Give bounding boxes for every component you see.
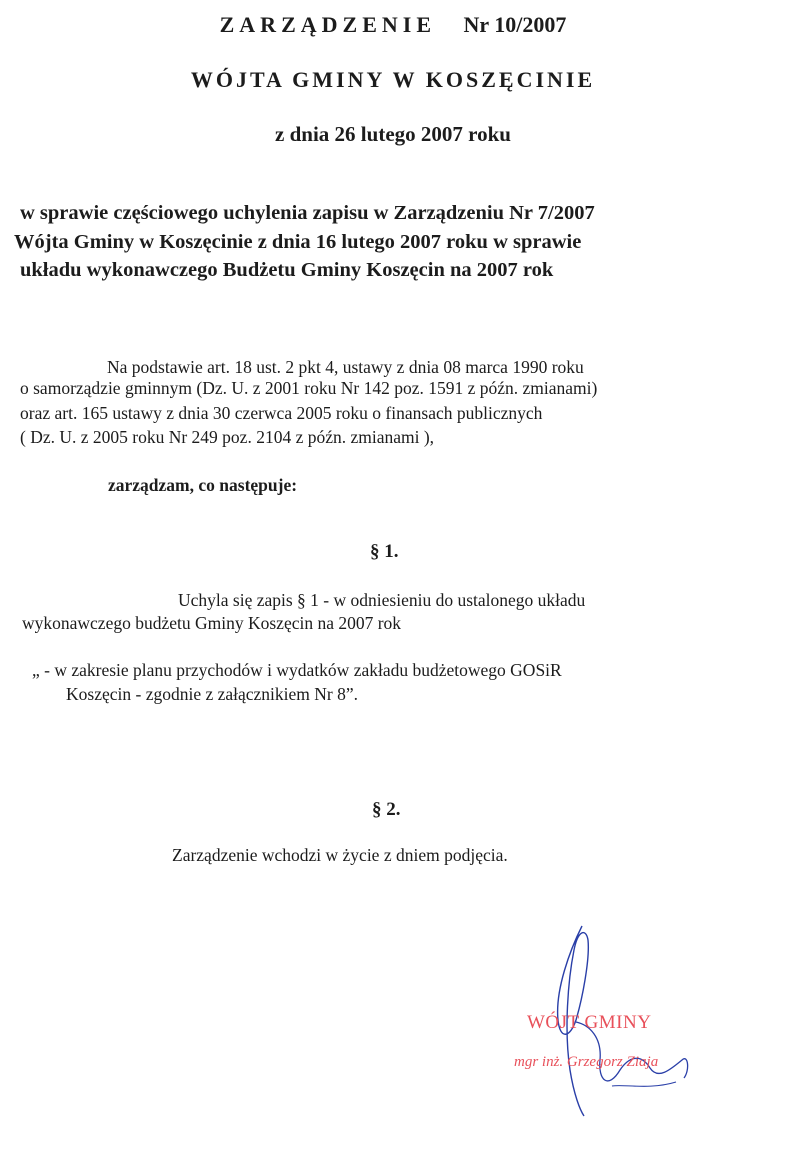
- legal-basis-line-3: oraz art. 165 ustawy z dnia 30 czerwca 2005 roku o finansach publicznych: [20, 403, 543, 423]
- section-2-text: Zarządzenie wchodzi w życie z dniem podjęcia.: [172, 845, 508, 865]
- stamp-name: mgr inż. Grzegorz Ziaja: [514, 1054, 659, 1070]
- title-number: Nr 10/2007: [463, 12, 567, 37]
- document-date: z dnia 26 lutego 2007 roku: [275, 122, 511, 146]
- decree-phrase: zarządzam, co następuje:: [108, 475, 298, 495]
- stamp-title: WÓJT GMINY: [527, 1012, 652, 1033]
- section-2-heading: § 2.: [372, 799, 401, 820]
- section-1-quote-2: Koszęcin - zgodnie z załącznikiem Nr 8”.: [66, 684, 359, 704]
- section-1-line-2: wykonawczego budżetu Gminy Koszęcin na 2007 rok: [22, 613, 402, 633]
- signature-stroke-tail: [612, 1082, 676, 1086]
- subject-line-1: w sprawie częściowego uchylenia zapisu w Zarządzeniu Nr 7/2007: [20, 202, 595, 224]
- section-1-line-1: Uchyla się zapis § 1 - w odniesieniu do ustalonego układu: [178, 590, 586, 610]
- legal-basis-line-4: ( Dz. U. z 2005 roku Nr 249 poz. 2104 z późn. zmianami ),: [20, 427, 435, 447]
- subject-line-3: układu wykonawczego Budżetu Gminy Koszęcin na 2007 rok: [20, 259, 554, 281]
- section-1-heading: § 1.: [370, 541, 399, 562]
- subject-line-2: Wójta Gminy w Koszęcinie z dnia 16 lutego 2007 roku w sprawie: [14, 231, 582, 253]
- section-1-quote-1: „ - w zakresie planu przychodów i wydatków zakładu budżetowego GOSiR: [32, 660, 562, 680]
- legal-basis-line-2: o samorządzie gminnym (Dz. U. z 2001 roku Nr 142 poz. 1591 z późn. zmianami): [20, 378, 598, 398]
- title-word: ZARZĄDZENIE: [219, 12, 436, 37]
- document-title: [0, 12, 786, 38]
- issuer-heading: WÓJTA GMINY W KOSZĘCINIE: [190, 67, 596, 92]
- legal-basis-line-1: Na podstawie art. 18 ust. 2 pkt 4, ustawy z dnia 08 marca 1990 roku: [107, 357, 584, 377]
